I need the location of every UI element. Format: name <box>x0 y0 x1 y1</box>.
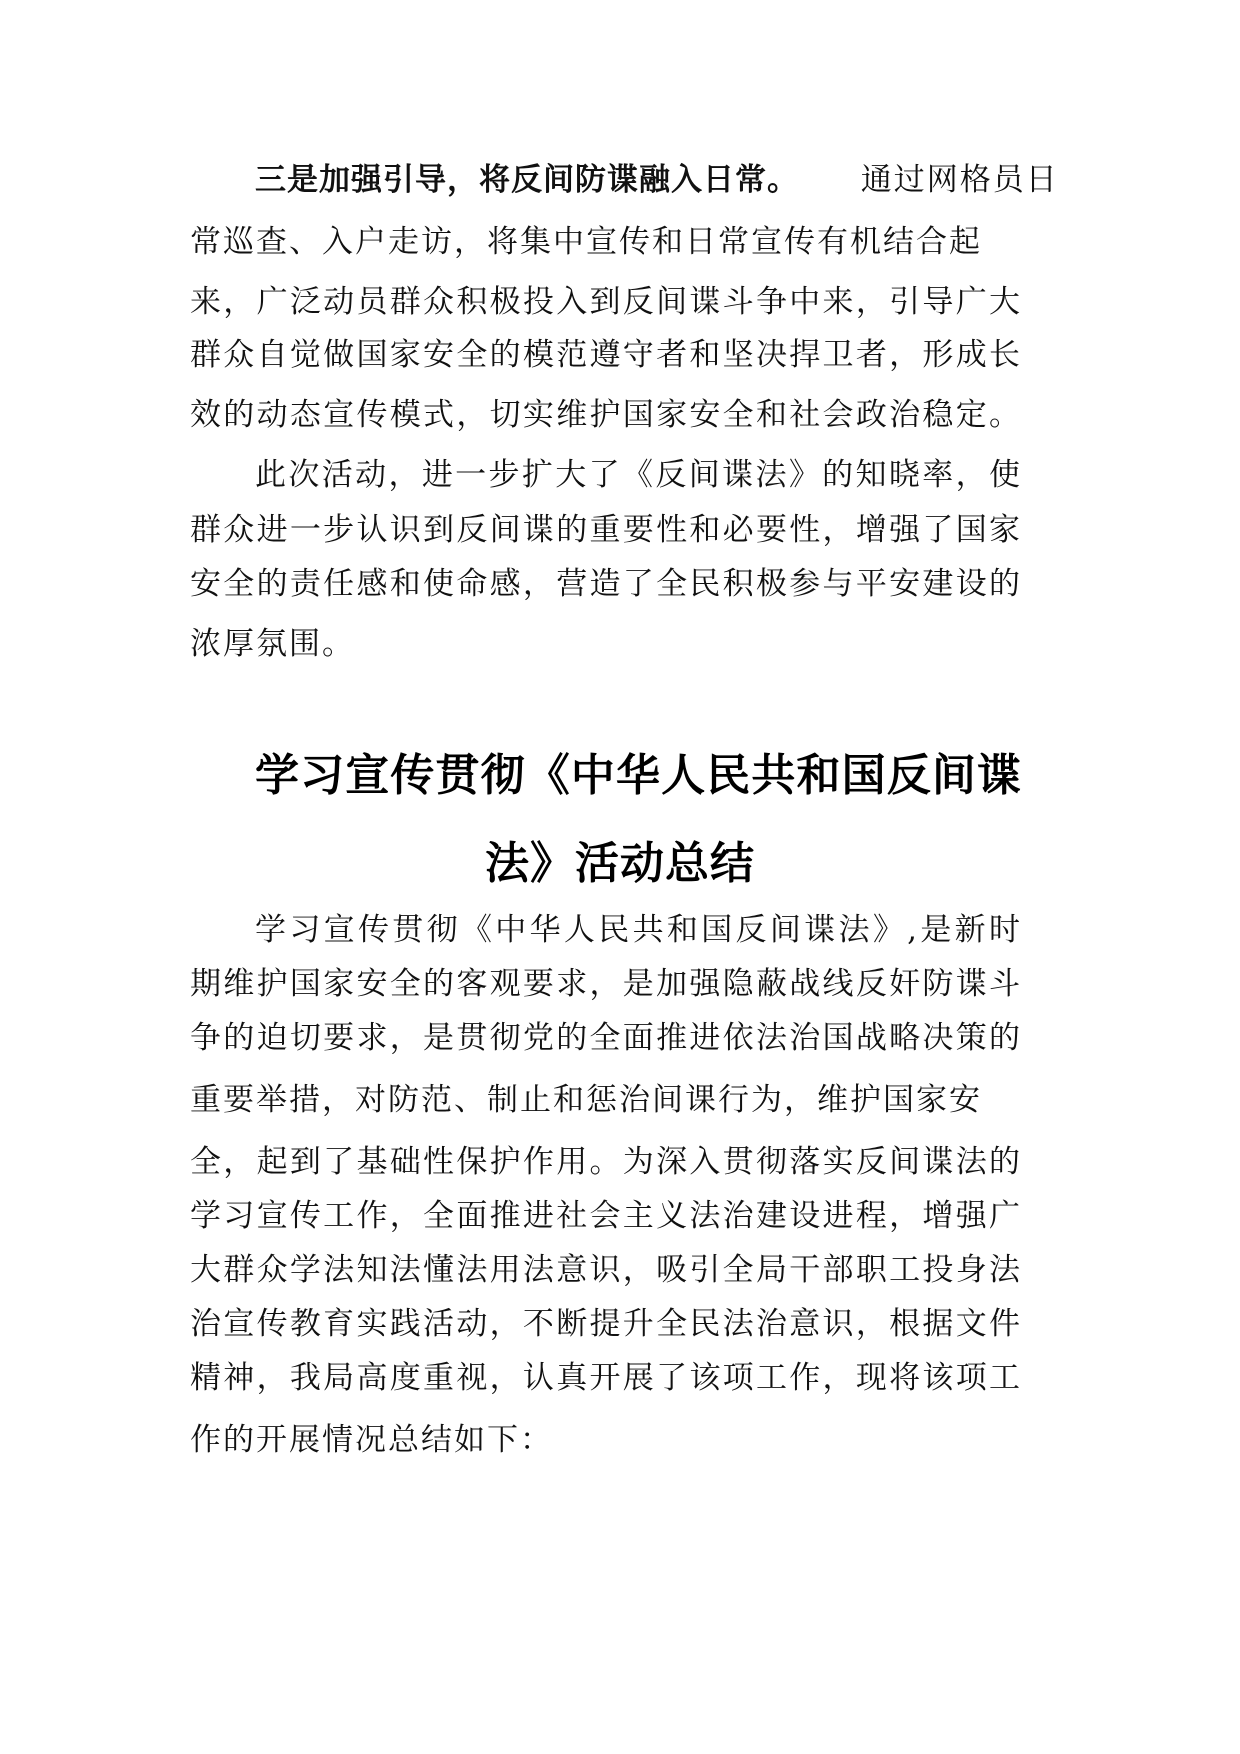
section-three-line: 群众自觉做国家安全的模范遵守者和坚决捍卫者，形成长 <box>190 337 1022 373</box>
document-title-line-1: 学习宣传贯彻《中华人民共和国反间谍 <box>255 750 1022 801</box>
intro-paragraph-line: 精神，我局高度重视，认真开展了该项工作，现将该项工 <box>190 1360 1022 1396</box>
intro-paragraph-line: 大群众学法知法懂法用法意识，吸引全局干部职工投身法 <box>190 1252 1022 1288</box>
intro-paragraph-line: 作的开展情况总结如下： <box>190 1422 553 1458</box>
section-three-line-0: 通过网格员日 <box>860 162 1059 198</box>
intro-paragraph-line: 全，起到了基础性保护作用。为深入贯彻落实反间谍法的 <box>190 1144 1022 1180</box>
closing-paragraph-line: 安全的责任感和使命感，营造了全民积极参与平安建设的 <box>190 566 1022 602</box>
intro-paragraph-line: 学习宣传工作，全面推进社会主义法治建设进程，增强广 <box>190 1198 1022 1234</box>
document-title-line-2: 法》活动总结 <box>485 838 755 889</box>
intro-paragraph-line: 期维护国家安全的客观要求，是加强隐蔽战线反奸防谍斗 <box>190 966 1022 1002</box>
section-three-line: 来，广泛动员群众积极投入到反间谍斗争中来，引导广大 <box>190 284 1022 320</box>
closing-paragraph-line: 群众进一步认识到反间谍的重要性和必要性，增强了国家 <box>190 512 1022 548</box>
intro-paragraph-line: 重要举措，对防范、制止和惩治间课行为，维护国家安 <box>190 1082 982 1118</box>
section-three-lead: 三是加强引导，将反间防谍融入日常。 <box>255 162 799 198</box>
closing-paragraph-line: 此次活动，进一步扩大了《反间谍法》的知晓率，使 <box>255 457 1022 493</box>
section-three-line: 常巡查、入户走访，将集中宣传和日常宣传有机结合起 <box>190 224 982 260</box>
section-three-line: 效的动态宣传模式，切实维护国家安全和社会政治稳定。 <box>190 397 1022 433</box>
intro-paragraph-line: 争的迫切要求，是贯彻党的全面推进依法治国战略决策的 <box>190 1020 1022 1056</box>
closing-paragraph-line: 浓厚氛围。 <box>190 626 355 662</box>
intro-paragraph-line: 学习宣传贯彻《中华人民共和国反间谍法》,是新时 <box>255 912 1022 948</box>
section-three-first-line <box>255 160 1059 200</box>
intro-paragraph-line: 治宣传教育实践活动，不断提升全民法治意识，根据文件 <box>190 1306 1022 1342</box>
